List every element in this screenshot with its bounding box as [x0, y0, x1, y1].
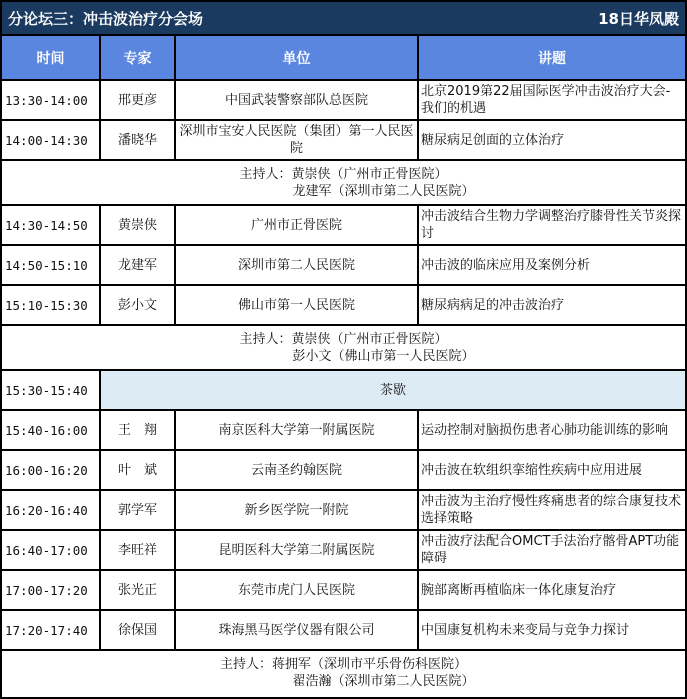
org-cell: 珠海黑马医学仪器有限公司	[175, 610, 418, 650]
table-row	[2, 205, 685, 245]
topic-cell: 冲击波的临床应用及案例分析	[418, 245, 685, 285]
topic-cell: 糖尿病足创面的立体治疗	[418, 120, 685, 160]
topic-cell: 冲击波疗法配合OMCT手法治疗髂骨APT功能障碍	[418, 530, 685, 570]
time-cell: 16:00-16:20	[2, 450, 100, 490]
speaker-cell: 徐保国	[100, 610, 175, 650]
host-row	[2, 325, 685, 370]
speaker-cell: 叶 斌	[100, 450, 175, 490]
org-cell: 昆明医科大学第二附属医院	[175, 530, 418, 570]
topic-cell: 冲击波在软组织挛缩性疾病中应用进展	[418, 450, 685, 490]
host-row	[2, 160, 685, 205]
topic-cell: 北京2019第22届国际医学冲击波治疗大会-我们的机遇	[418, 80, 685, 120]
host-cell	[2, 160, 685, 205]
time-cell: 15:30-15:40	[2, 370, 100, 410]
table-row	[2, 80, 685, 120]
speaker-cell: 张光正	[100, 570, 175, 610]
org-cell: 云南圣约翰医院	[175, 450, 418, 490]
host-line-2: 翟浩瀚（深圳市第二人民医院）	[292, 674, 475, 689]
table-row	[2, 410, 685, 450]
table-row	[2, 610, 685, 650]
time-cell: 14:30-14:50	[2, 205, 100, 245]
topic-cell: 糖尿病病足的冲击波治疗	[418, 285, 685, 325]
topic-cell: 冲击波结合生物力学调整治疗膝骨性关节炎探讨	[418, 205, 685, 245]
speaker-cell: 郭学军	[100, 490, 175, 530]
time-cell: 15:10-15:30	[2, 285, 100, 325]
time-cell: 16:40-17:00	[2, 530, 100, 570]
time-cell: 17:00-17:20	[2, 570, 100, 610]
speaker-cell: 彭小文	[100, 285, 175, 325]
venue-label: 18日华凤殿	[598, 9, 679, 28]
table-row	[2, 490, 685, 530]
speaker-cell: 邢更彦	[100, 80, 175, 120]
host-line-2: 彭小文（佛山市第一人民医院）	[292, 348, 475, 364]
speaker-cell: 龙建军	[100, 245, 175, 285]
org-cell: 南京医科大学第一附属医院	[175, 410, 418, 450]
topic-cell: 中国康复机构未来变局与竞争力探讨	[418, 610, 685, 650]
table-row	[2, 530, 685, 570]
org-cell: 中国武装警察部队总医院	[175, 80, 418, 120]
header-speaker: 专家	[100, 36, 175, 80]
host-line-1: 主持人：黄崇侠（广州市正骨医院）	[239, 166, 448, 182]
table-row	[2, 285, 685, 325]
host-cell	[2, 325, 685, 370]
org-cell: 深圳市宝安人民医院（集团）第一人民医院	[175, 120, 418, 160]
topic-cell: 腕部离断再植临床一体化康复治疗	[418, 570, 685, 610]
speaker-cell: 潘晓华	[100, 120, 175, 160]
break-cell: 茶歇	[100, 370, 685, 410]
header-org: 单位	[175, 36, 418, 80]
break-row	[2, 370, 685, 410]
org-cell: 佛山市第一人民医院	[175, 285, 418, 325]
host-line-1: 主持人：蒋拥军（深圳市平乐骨伤科医院）	[219, 657, 467, 672]
header-row	[2, 36, 685, 80]
topic-cell: 冲击波为主治疗慢性疼痛患者的综合康复技术选择策略	[418, 490, 685, 530]
org-cell: 广州市正骨医院	[175, 205, 418, 245]
schedule-body	[2, 80, 685, 695]
table-row	[2, 450, 685, 490]
org-cell: 东莞市虎门人民医院	[175, 570, 418, 610]
speaker-cell: 王 翔	[100, 410, 175, 450]
host-line-2: 龙建军（深圳市第二人民医院）	[292, 183, 475, 199]
speaker-cell: 黄崇侠	[100, 205, 175, 245]
time-cell: 14:50-15:10	[2, 245, 100, 285]
host-row	[2, 650, 685, 695]
org-cell: 新乡医学院一附院	[175, 490, 418, 530]
time-cell: 13:30-14:00	[2, 80, 100, 120]
title-bar	[2, 2, 685, 36]
host-cell	[2, 650, 685, 695]
table-row	[2, 120, 685, 160]
host-line-1: 主持人：黄崇侠（广州市正骨医院）	[239, 331, 448, 347]
time-cell: 14:00-14:30	[2, 120, 100, 160]
topic-cell: 运动控制对脑损伤患者心肺功能训练的影响	[418, 410, 685, 450]
forum-title: 分论坛三：冲击波治疗分会场	[8, 9, 204, 28]
time-cell: 17:20-17:40	[2, 610, 100, 650]
time-cell: 15:40-16:00	[2, 410, 100, 450]
header-topic: 讲题	[418, 36, 685, 80]
header-time: 时间	[2, 36, 100, 80]
time-cell: 16:20-16:40	[2, 490, 100, 530]
org-cell: 深圳市第二人民医院	[175, 245, 418, 285]
schedule-table	[2, 36, 685, 695]
table-row	[2, 570, 685, 610]
table-row	[2, 245, 685, 285]
speaker-cell: 李旺祥	[100, 530, 175, 570]
